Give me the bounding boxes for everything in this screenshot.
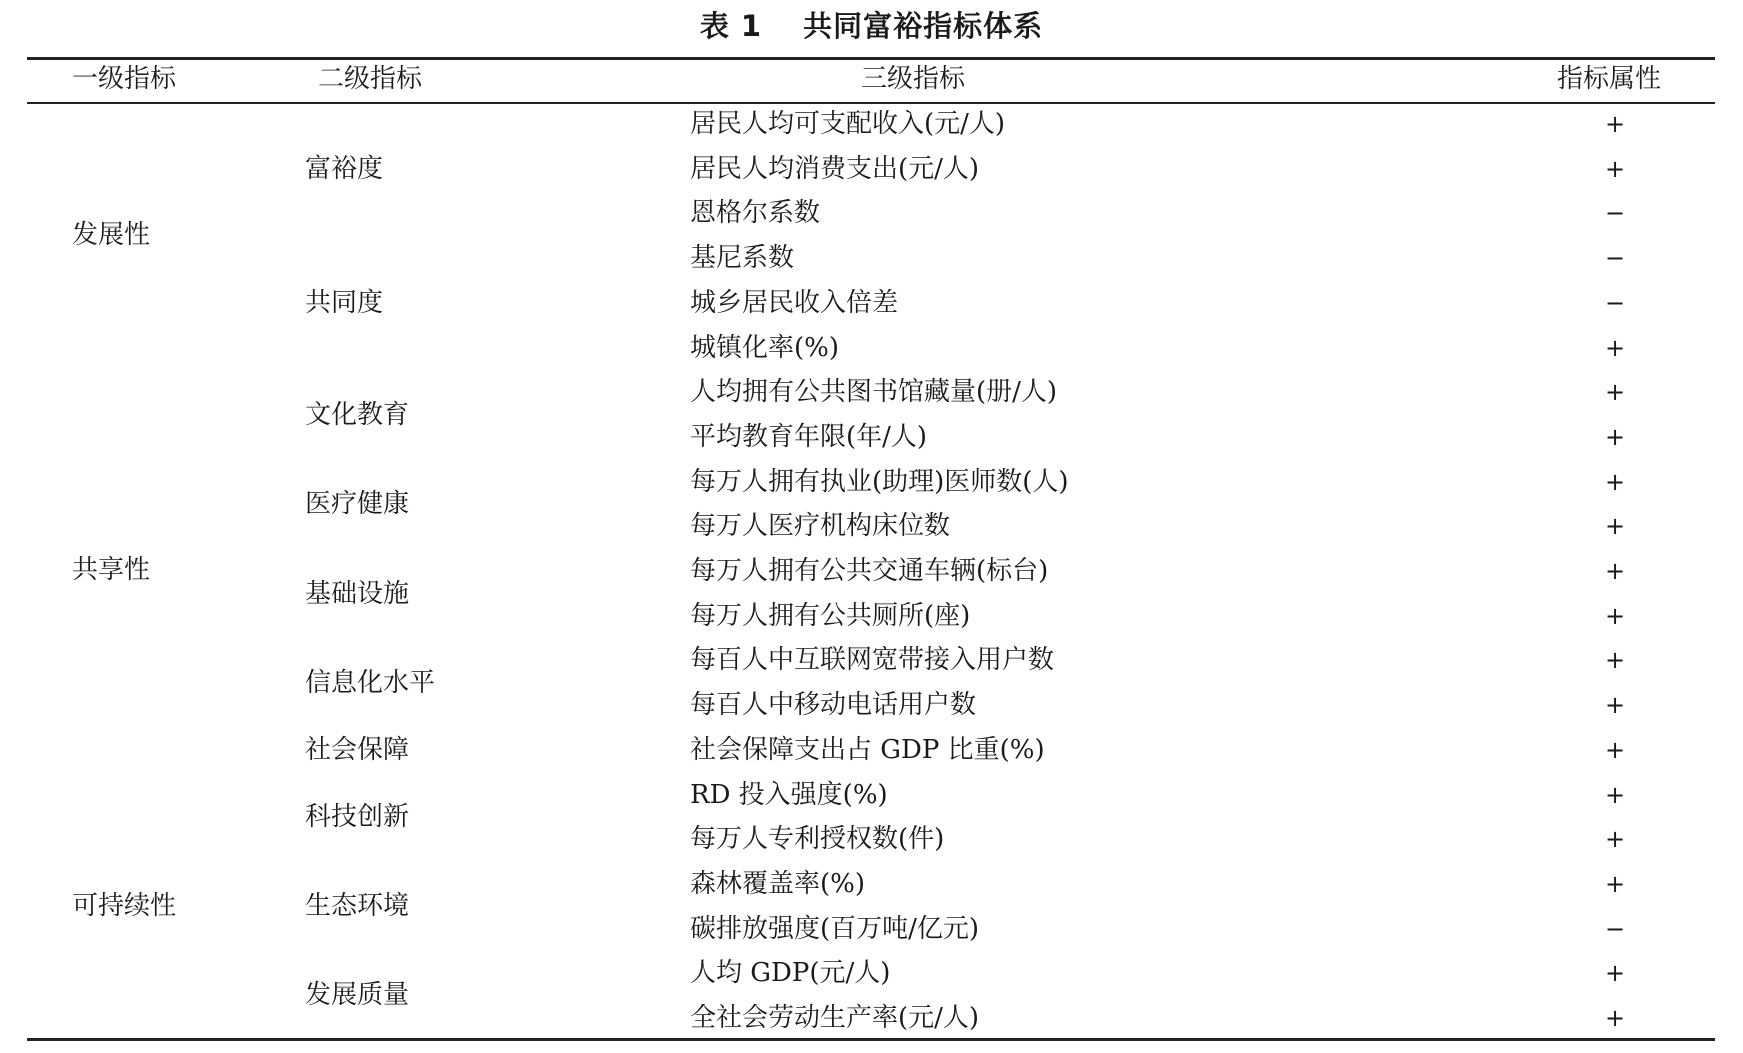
indicator-name: 每百人中移动电话用户数 (690, 690, 977, 720)
header-level2: 二级指标 (318, 64, 423, 94)
indicator-attribute: + (1604, 557, 1626, 585)
indicator-name: 社会保障支出占 GDP 比重(%) (690, 735, 1045, 765)
indicator-attribute: + (1604, 155, 1626, 183)
indicator-attribute: + (1604, 378, 1626, 406)
indicator-name: 每万人医疗机构床位数 (690, 511, 951, 541)
indicator-name: 恩格尔系数 (690, 198, 821, 228)
indicator-attribute: + (1604, 959, 1626, 987)
indicator-name: 每万人拥有公共交通车辆(标台) (690, 556, 1049, 586)
indicator-name: 森林覆盖率(%) (690, 869, 865, 899)
level2-item: 信息化水平 (305, 668, 436, 698)
indicator-attribute: + (1604, 825, 1626, 853)
level2-item: 生态环境 (305, 891, 410, 921)
indicator-name: 人均拥有公共图书馆藏量(册/人) (690, 377, 1058, 407)
indicator-attribute: + (1604, 736, 1626, 764)
level1-development: 发展性 (72, 220, 151, 250)
level2-item: 文化教育 (305, 400, 410, 430)
indicator-name: 每万人专利授权数(件) (690, 824, 945, 854)
indicator-attribute: − (1604, 915, 1626, 943)
level1-sustainability: 可持续性 (72, 891, 177, 921)
indicator-attribute: + (1604, 110, 1626, 138)
indicator-name: 城乡居民收入倍差 (690, 288, 899, 318)
indicator-name: 城镇化率(%) (690, 333, 839, 363)
header-level3: 三级指标 (861, 64, 966, 94)
header-attribute: 指标属性 (1557, 64, 1662, 94)
indicator-attribute: − (1604, 244, 1626, 272)
indicator-name: 每万人拥有公共厕所(座) (690, 601, 971, 631)
indicator-name: 全社会劳动生产率(元/人) (690, 1003, 980, 1033)
indicator-attribute: + (1604, 691, 1626, 719)
level2-item: 医疗健康 (305, 489, 410, 519)
bottom-rule (27, 1038, 1715, 1041)
header-rule (27, 102, 1715, 104)
indicator-name: 居民人均可支配收入(元/人) (690, 109, 1006, 139)
indicator-attribute: + (1604, 468, 1626, 496)
level2-item: 科技创新 (305, 802, 410, 832)
indicator-attribute: − (1604, 199, 1626, 227)
indicator-attribute: + (1604, 602, 1626, 630)
indicator-attribute: + (1604, 334, 1626, 362)
indicator-name: 居民人均消费支出(元/人) (690, 154, 980, 184)
indicator-attribute: + (1604, 781, 1626, 809)
indicator-name: 基尼系数 (690, 243, 795, 273)
top-rule (27, 57, 1715, 60)
level2-item: 共同度 (305, 288, 384, 318)
indicator-name: RD 投入强度(%) (690, 780, 888, 810)
level2-item: 发展质量 (305, 980, 410, 1010)
level2-item: 基础设施 (305, 579, 410, 609)
table-title: 表 1 共同富裕指标体系 (699, 9, 1044, 43)
indicator-attribute: − (1604, 289, 1626, 317)
indicator-name: 每百人中互联网宽带接入用户数 (690, 645, 1055, 675)
header-level1: 一级指标 (72, 64, 177, 94)
indicator-name: 人均 GDP(元/人) (690, 958, 891, 988)
indicator-name: 平均教育年限(年/人) (690, 422, 928, 452)
level2-item: 社会保障 (305, 735, 410, 765)
indicator-attribute: + (1604, 870, 1626, 898)
indicator-name: 每万人拥有执业(助理)医师数(人) (690, 467, 1069, 497)
indicator-attribute: + (1604, 1004, 1626, 1032)
indicator-attribute: + (1604, 423, 1626, 451)
level2-item: 富裕度 (305, 154, 384, 184)
indicator-attribute: + (1604, 512, 1626, 540)
level1-sharing: 共享性 (72, 555, 151, 585)
indicator-name: 碳排放强度(百万吨/亿元) (690, 914, 980, 944)
indicator-attribute: + (1604, 646, 1626, 674)
